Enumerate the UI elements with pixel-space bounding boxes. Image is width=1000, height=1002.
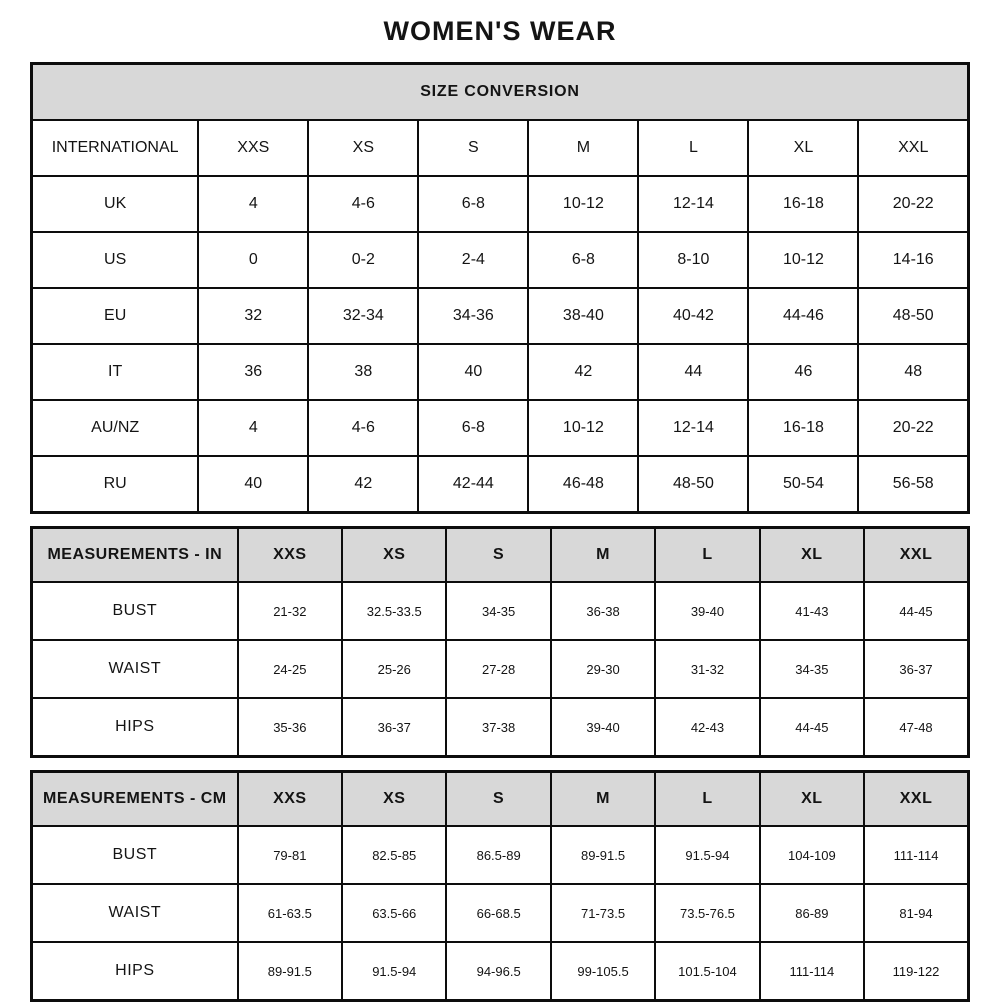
column-header: XXL [864, 528, 968, 583]
row-label: EU [32, 288, 199, 344]
size-cell: 4-6 [308, 176, 418, 232]
column-header: INTERNATIONAL [32, 120, 199, 176]
size-cell: 16-18 [748, 400, 858, 456]
column-header: XS [342, 528, 446, 583]
size-cell: 38 [308, 344, 418, 400]
size-cell: 12-14 [638, 176, 748, 232]
column-header: S [446, 528, 550, 583]
measurement-cell: 71-73.5 [551, 884, 655, 942]
measurement-cell: 37-38 [446, 698, 550, 757]
measurement-cell: 32.5-33.5 [342, 582, 446, 640]
measurement-cell: 111-114 [760, 942, 864, 1001]
size-cell: 48-50 [858, 288, 968, 344]
column-header: XL [760, 528, 864, 583]
size-cell: 42-44 [418, 456, 528, 513]
column-header: XL [760, 772, 864, 827]
measurement-cell: 34-35 [446, 582, 550, 640]
size-cell: 16-18 [748, 176, 858, 232]
column-header: XL [748, 120, 858, 176]
column-header: XXS [198, 120, 308, 176]
size-cell: 10-12 [748, 232, 858, 288]
measurement-cell: 73.5-76.5 [655, 884, 759, 942]
measurement-cell: 111-114 [864, 826, 968, 884]
page-title: WOMEN'S WEAR [383, 16, 617, 46]
size-cell: 36 [198, 344, 308, 400]
size-cell: 40-42 [638, 288, 748, 344]
size-cell: 50-54 [748, 456, 858, 513]
size-conversion-header: SIZE CONVERSION [32, 64, 969, 121]
table-row [32, 64, 969, 121]
table-row [32, 120, 969, 176]
table-row [32, 698, 969, 757]
measurement-cell: 44-45 [864, 582, 968, 640]
measurement-cell: 27-28 [446, 640, 550, 698]
table-row [32, 772, 969, 827]
column-header: M [551, 528, 655, 583]
measurement-cell: 89-91.5 [238, 942, 342, 1001]
table-row [32, 582, 969, 640]
measurement-cell: 66-68.5 [446, 884, 550, 942]
size-cell: 48-50 [638, 456, 748, 513]
measurement-cell: 101.5-104 [655, 942, 759, 1001]
table-row [32, 826, 969, 884]
measurement-cell: 24-25 [238, 640, 342, 698]
measurement-cell: 89-91.5 [551, 826, 655, 884]
measurement-cell: 36-38 [551, 582, 655, 640]
measurement-cell: 36-37 [342, 698, 446, 757]
size-cell: 0 [198, 232, 308, 288]
measurement-cell: 29-30 [551, 640, 655, 698]
column-header: XS [308, 120, 418, 176]
measurement-cell: 41-43 [760, 582, 864, 640]
table-row [32, 884, 969, 942]
table-row [32, 400, 969, 456]
table-row [32, 232, 969, 288]
column-header: L [655, 528, 759, 583]
measurement-cell: 91.5-94 [655, 826, 759, 884]
measurement-cell: 79-81 [238, 826, 342, 884]
row-label: HIPS [32, 942, 238, 1001]
column-header: XXS [238, 528, 342, 583]
measurement-cell: 63.5-66 [342, 884, 446, 942]
row-label: RU [32, 456, 199, 513]
row-label: WAIST [32, 640, 238, 698]
size-cell: 32 [198, 288, 308, 344]
size-cell: 6-8 [418, 176, 528, 232]
column-header: M [528, 120, 638, 176]
size-cell: 42 [528, 344, 638, 400]
column-header: XXL [858, 120, 968, 176]
size-cell: 10-12 [528, 400, 638, 456]
size-cell: 40 [418, 344, 528, 400]
row-label: AU/NZ [32, 400, 199, 456]
size-cell: 34-36 [418, 288, 528, 344]
column-header: L [638, 120, 748, 176]
table-row [32, 288, 969, 344]
measurement-cell: 91.5-94 [342, 942, 446, 1001]
measurement-cell: 119-122 [864, 942, 968, 1001]
size-cell: 6-8 [528, 232, 638, 288]
table-row [32, 528, 969, 583]
size-cell: 12-14 [638, 400, 748, 456]
measurement-cell: 36-37 [864, 640, 968, 698]
measurement-cell: 31-32 [655, 640, 759, 698]
measurement-cell: 104-109 [760, 826, 864, 884]
size-cell: 4-6 [308, 400, 418, 456]
column-header: MEASUREMENTS - CM [32, 772, 238, 827]
column-header: S [446, 772, 550, 827]
measurement-cell: 39-40 [551, 698, 655, 757]
measurement-cell: 86.5-89 [446, 826, 550, 884]
table-row [32, 176, 969, 232]
size-cell: 44-46 [748, 288, 858, 344]
size-conversion-table [30, 62, 970, 514]
measurement-cell: 42-43 [655, 698, 759, 757]
size-cell: 14-16 [858, 232, 968, 288]
measurement-cell: 35-36 [238, 698, 342, 757]
measurement-cell: 39-40 [655, 582, 759, 640]
row-label: WAIST [32, 884, 238, 942]
measurement-cell: 81-94 [864, 884, 968, 942]
measurement-cell: 21-32 [238, 582, 342, 640]
size-cell: 42 [308, 456, 418, 513]
size-cell: 48 [858, 344, 968, 400]
size-cell: 8-10 [638, 232, 748, 288]
size-cell: 2-4 [418, 232, 528, 288]
table-row [32, 640, 969, 698]
size-cell: 40 [198, 456, 308, 513]
row-label: BUST [32, 582, 238, 640]
size-cell: 0-2 [308, 232, 418, 288]
size-cell: 6-8 [418, 400, 528, 456]
row-label: HIPS [32, 698, 238, 757]
size-cell: 4 [198, 176, 308, 232]
measurement-cell: 86-89 [760, 884, 864, 942]
column-header: XXS [238, 772, 342, 827]
measurements-cm-table [30, 770, 970, 1002]
row-label: BUST [32, 826, 238, 884]
size-cell: 20-22 [858, 400, 968, 456]
table-row [32, 344, 969, 400]
size-cell: 46 [748, 344, 858, 400]
size-cell: 56-58 [858, 456, 968, 513]
column-header: S [418, 120, 528, 176]
column-header: M [551, 772, 655, 827]
table-row [32, 456, 969, 513]
size-cell: 38-40 [528, 288, 638, 344]
column-header: XXL [864, 772, 968, 827]
measurement-cell: 44-45 [760, 698, 864, 757]
table-row [32, 942, 969, 1001]
size-cell: 46-48 [528, 456, 638, 513]
measurement-cell: 94-96.5 [446, 942, 550, 1001]
column-header: MEASUREMENTS - IN [32, 528, 238, 583]
column-header: XS [342, 772, 446, 827]
measurement-cell: 25-26 [342, 640, 446, 698]
size-cell: 32-34 [308, 288, 418, 344]
row-label: UK [32, 176, 199, 232]
size-cell: 20-22 [858, 176, 968, 232]
row-label: IT [32, 344, 199, 400]
measurement-cell: 82.5-85 [342, 826, 446, 884]
size-cell: 4 [198, 400, 308, 456]
row-label: US [32, 232, 199, 288]
column-header: L [655, 772, 759, 827]
size-cell: 10-12 [528, 176, 638, 232]
measurement-cell: 99-105.5 [551, 942, 655, 1001]
measurement-cell: 34-35 [760, 640, 864, 698]
size-cell: 44 [638, 344, 748, 400]
measurement-cell: 47-48 [864, 698, 968, 757]
measurement-cell: 61-63.5 [238, 884, 342, 942]
measurements-in-table [30, 526, 970, 758]
